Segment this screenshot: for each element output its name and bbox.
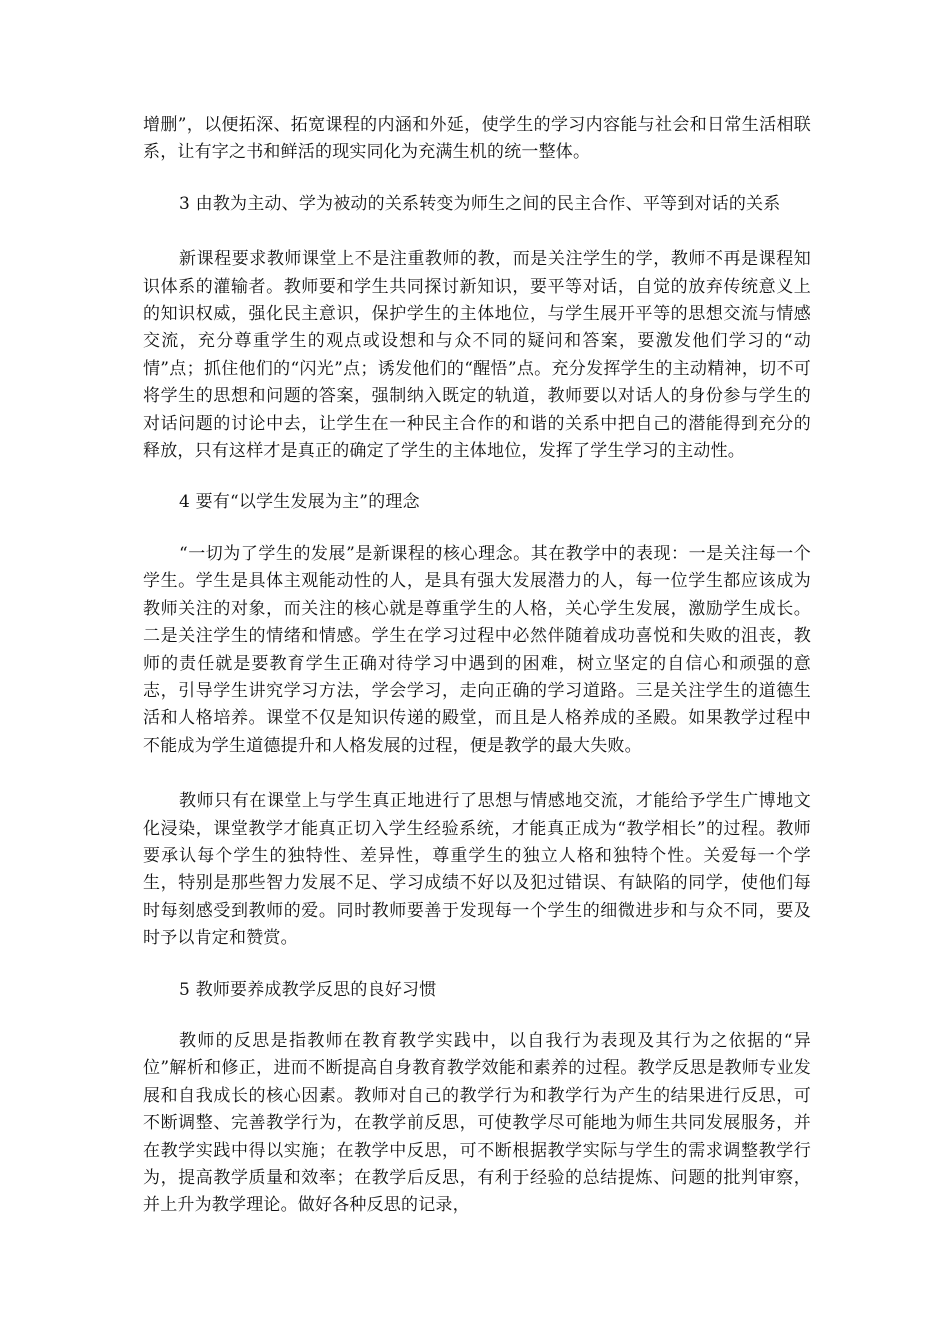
section-heading-5: 5 教师要养成教学反思的良好习惯 [179, 979, 437, 1000]
paragraph-body: 教师的反思是指教师在教育教学实践中，以自我行为表现及其行为之依据的“异位”解析和修正，进而不断提高自身教育教学效能和素养的过程。教学反思是教师专业发展和自我成长的核心因素。教师对自己的教学行为和教学行为产生的结果进行反思，可不断调整、完善教学行为，在教学前反思，可使教学尽可能地为师生共同发展服务，并在教学实践中得以实施；在教学中反思，可不断根据教学实际与学生的需求调整教学行为，提高教学质量和效率；在教学后反思，有利于经验的总结提炼、问题的批判审察，并上升为教学理论。做好各种反思的记录， [143, 1030, 811, 1216]
paragraph-body: 新课程要求教师课堂上不是注重教师的教，而是关注学生的学，教师不再是课程知识体系的灌输者。教师要和学生共同探讨新知识，要平等对话，自觉的放弃传统意义上的知识权威，强化民主意识，保护学生的主体地位，与学生展开平等的思想交流与情感交流，充分尊重学生的观点或设想和与众不同的疑问和答案，要激发他们学习的“动情”点；抓住他们的“闪光”点；诱发他们的“醒悟”点。充分发挥学生的主动精神，切不可将学生的思想和问题的答案，强制纳入既定的轨道，教师要以对话人的身份参与学生的对话问题的讨论中去，让学生在一种民主合作的和谐的关系中把自己的潜能得到充分的释放，只有这样才是真正的确定了学生的主体地位，发挥了学生学习的主动性。 [143, 249, 811, 462]
paragraph-body: 教师只有在课堂上与学生真正地进行了思想与情感地交流，才能给予学生广博地文化浸染，课堂教学才能真正切入学生经验系统，才能真正成为“教学相长”的过程。教师要承认每个学生的独特性、差异性，尊重学生的独立人格和独特个性。关爱每一个学生，特别是那些智力发展不足、学习成绩不好以及犯过错误、有缺陷的同学，使他们每时每刻感受到教师的爱。同时教师要善于发现每一个学生的细微进步和与众不同，要及时予以肯定和赞赏。 [143, 791, 811, 949]
section-heading-3: 3 由教为主动、学为被动的关系转变为师生之间的民主合作、平等到对话的关系 [179, 193, 781, 214]
section-heading-4: 4 要有“以学生发展为主”的理念 [179, 492, 420, 513]
paragraph-body: “一切为了学生的发展”是新课程的核心理念。其在教学中的表现：一是关注每一个学生。学生是具体主观能动性的人，是具有强大发展潜力的人，每一位学生都应该成为教师关注的对象，而关注的核心就是尊重学生的人格，关心学生发展，激励学生成长。二是关注学生的情绪和情感。学生在学习过程中必然伴随着成功喜悦和失败的沮丧，教师的责任就是要教育学生正确对待学习中遇到的困难，树立坚定的自信心和顽强的意志，引导学生讲究学习方法，学会学习，走向正确的学习道路。三是关注学生的道德生活和人格培养。课堂不仅是知识传递的殿堂，而且是人格养成的圣殿。如果教学过程中不能成为学生道德提升和人格发展的过程，便是教学的最大失败。 [143, 543, 811, 756]
paragraph-continuation: 增删”，以便拓深、拓宽课程的内涵和外延，使学生的学习内容能与社会和日常生活相联系，让有字之书和鲜活的现实同化为充满生机的统一整体。 [143, 115, 811, 163]
document-body [143, 112, 811, 1220]
